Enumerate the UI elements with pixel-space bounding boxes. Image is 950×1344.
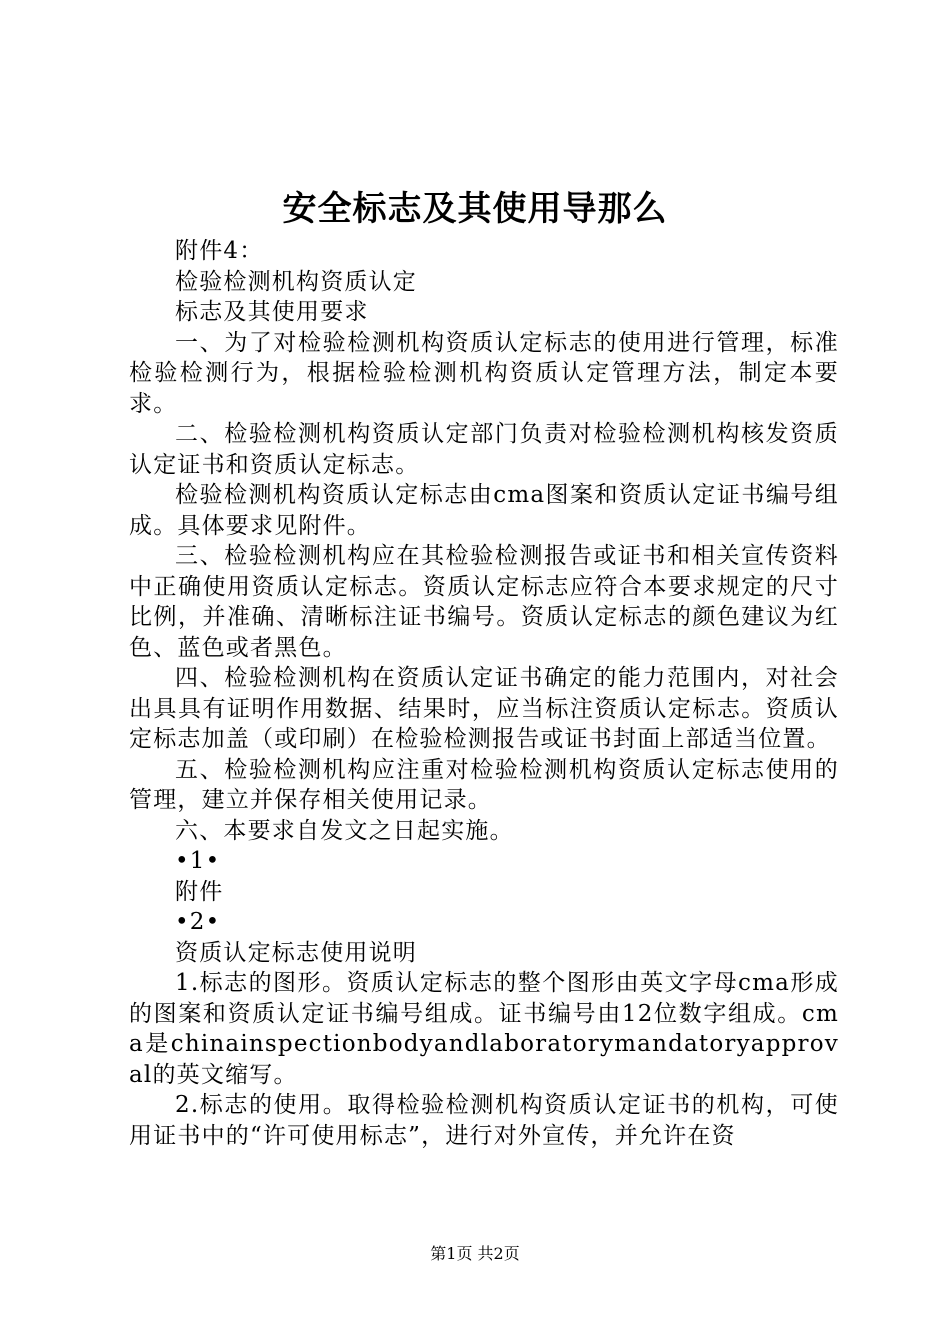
- paragraph-7: 六、本要求自发文之日起实施。: [175, 817, 514, 844]
- appendix-label: 附件: [175, 878, 224, 905]
- page-footer: 第1页 共2页: [430, 1244, 520, 1263]
- document-body: [129, 236, 839, 1151]
- paragraph-2: 二、检验检测机构资质认定部门负责对检验检测机构核发资质认定证书和资质认定标志。: [129, 421, 839, 478]
- section-heading: 资质认定标志使用说明: [175, 939, 417, 966]
- page-title: 安全标志及其使用导那么: [282, 189, 668, 229]
- paragraph-6: 五、检验检测机构应注重对检验检测机构资质认定标志使用的管理，建立并保存相关使用记录。: [129, 756, 839, 813]
- paragraph-9: 2.标志的使用。取得检验检测机构资质认定证书的机构，可使用证书中的“许可使用标志”，进行对外宣传，并允许在资: [129, 1092, 839, 1149]
- paragraph-1: 一、为了对检验检测机构资质认定标志的使用进行管理，标准检验检测行为，根据检验检测机构资质认定管理方法，制定本要求。: [129, 329, 839, 417]
- page-marker-2: •2•: [175, 909, 221, 935]
- attachment-label: 附件4：: [175, 238, 264, 264]
- paragraph-3: 检验检测机构资质认定标志由cma图案和资质认定证书编号组成。具体要求见附件。: [129, 482, 839, 539]
- subtitle-line-1: 检验检测机构资质认定: [175, 268, 417, 295]
- subtitle-line-2: 标志及其使用要求: [175, 299, 369, 325]
- page-marker-1: •1•: [175, 848, 221, 874]
- paragraph-8: 1.标志的图形。资质认定标志的整个图形由英文字母cma形成的图案和资质认定证书编号组成。证书编号由12位数字组成。cma是chinainspectionbodyandlaboratorymandatoryapproval的英文缩写。: [129, 970, 839, 1088]
- paragraph-4: 三、检验检测机构应在其检验检测报告或证书和相关宣传资料中正确使用资质认定标志。资质认定标志应符合本要求规定的尺寸比例，并准确、清晰标注证书编号。资质认定标志的颜色建议为红色、蓝色或者黑色。: [129, 543, 839, 661]
- paragraph-5: 四、检验检测机构在资质认定证书确定的能力范围内，对社会出具具有证明作用数据、结果时，应当标注资质认定标志。资质认定标志加盖（或印刷）在检验检测报告或证书封面上部适当位置。: [129, 665, 839, 752]
